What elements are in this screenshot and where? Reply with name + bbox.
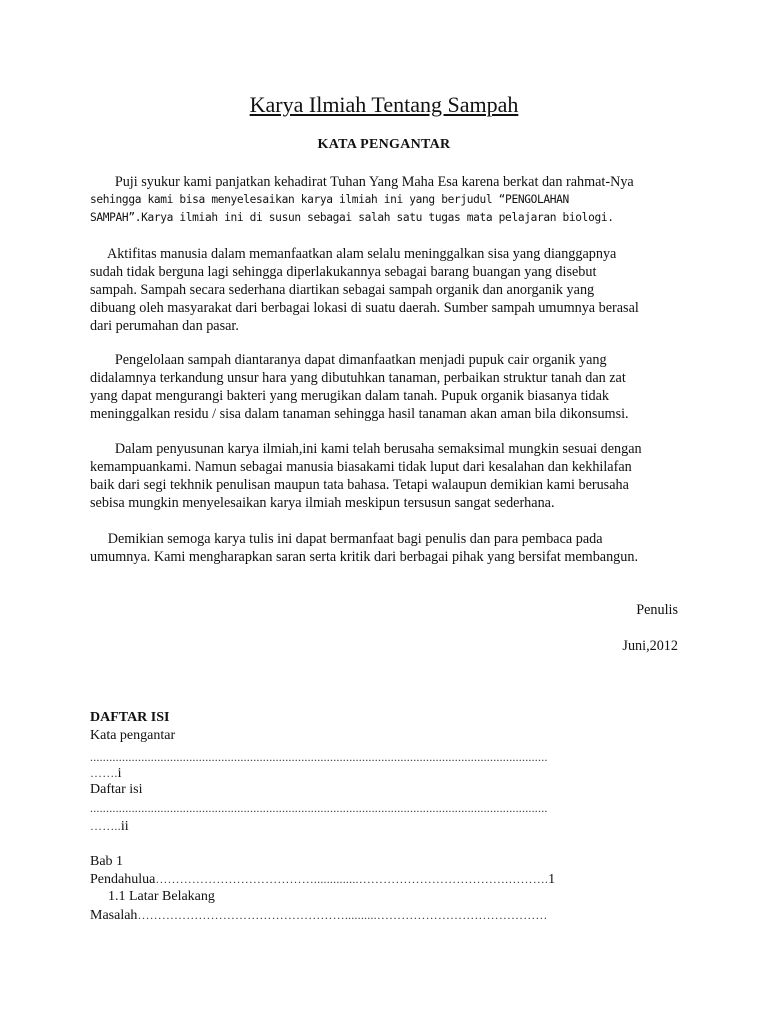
paragraph-line: sehingga kami bisa menyelesaikan karya ilmiah ini yang berjudul “PENGOLAHAN — [90, 193, 569, 206]
paragraph-2 — [90, 245, 680, 335]
signature-author: Penulis — [636, 602, 678, 618]
toc-chapter-label: Bab 1 — [90, 854, 124, 869]
toc-entry-label: Pendahulua — [90, 872, 156, 887]
paragraph-line: Demikian semoga karya tulis ini dapat bermanfaat bagi penulis dan para pembaca pada — [90, 531, 603, 547]
paragraph-line: Pengelolaan sampah diantaranya dapat dimanfaatkan menjadi pupuk cair organik yang — [90, 352, 607, 368]
paragraph-1 — [90, 173, 680, 227]
toc-leader-dots: ……………………………………………..........…………………………………… — [137, 908, 548, 922]
paragraph-line: Aktifitas manusia dalam memanfaatkan alam selalu meninggalkan sisa yang dianggapnya — [90, 246, 617, 262]
signature-date: Juni,2012 — [622, 638, 678, 654]
section-heading-kata-pengantar: KATA PENGANTAR — [317, 137, 451, 152]
document-title: Karya Ilmiah Tentang Sampah — [249, 92, 519, 117]
paragraph-line: dibuang oleh masyarakat dari berbagai lokasi di suatu daerah. Sumber sampah umumnya berasal — [90, 300, 639, 316]
paragraph-3 — [90, 351, 680, 423]
paragraph-5 — [90, 530, 680, 566]
toc-page-number: i — [117, 766, 122, 781]
paragraph-4 — [90, 440, 680, 512]
paragraph-line: Dalam penyusunan karya ilmiah,ini kami telah berusaha semaksimal mungkin sesuai dengan — [90, 441, 642, 457]
paragraph-line: meninggalkan residu / sisa dalam tanaman sehingga hasil tanaman akan aman bila dikonsumsi. — [90, 406, 629, 422]
toc-entry-pendahuluan — [90, 870, 680, 889]
toc-entry-masalah — [90, 906, 680, 925]
toc-entry-label: Masalah — [90, 908, 138, 923]
paragraph-line: dari perumahan dan pasar. — [90, 318, 239, 334]
toc-leader-dots: ............................................................................................................................................... — [90, 801, 548, 815]
paragraph-line: Puji syukur kami panjatkan kehadirat Tuhan Yang Maha Esa karena berkat dan rahmat-Nya — [90, 174, 634, 190]
paragraph-line: yang dapat mengurangi bakteri yang merugikan dalam tanah. Pupuk organik biasanya tidak — [90, 388, 610, 404]
toc-entry-page — [90, 817, 680, 836]
paragraph-line: didalamnya terkandung unsur hara yang dibutuhkan tanaman, perbaikan struktur tanah dan zat — [90, 370, 626, 386]
paragraph-line: sudah tidak berguna lagi sehingga diperlakukannya sebagai barang buangan yang disebut — [90, 264, 597, 280]
paragraph-line: sebisa mungkin menyelesaikan karya ilmiah meskipun tersusun sangat sederhana. — [90, 495, 555, 511]
toc-leader-dots: ……. — [90, 766, 118, 780]
toc-leader-dots: …………………………………..............……………………………….………. — [155, 872, 549, 886]
toc-entry-label: Daftar isi — [90, 782, 143, 797]
toc-entry-label: 1.1 Latar Belakang — [108, 889, 215, 904]
paragraph-line: sampah. Sampah secara sederhana diartikan sebagai sampah organik dan anorganik yang — [90, 282, 595, 298]
toc-entry-label: Kata pengantar — [90, 728, 176, 743]
paragraph-line: umumnya. Kami mengharapkan saran serta kritik dari berbagai pihak yang bersifat membangun. — [90, 549, 639, 565]
paragraph-line: baik dari segi tekhnik penulisan maupun tata bahasa. Tetapi walaupun demikian kami berusaha — [90, 477, 629, 493]
paragraph-line: SAMPAH”.Karya ilmiah ini di susun sebagai salah satu tugas mata pelajaran biologi. — [90, 211, 614, 224]
toc-leader-dots: …….. — [90, 819, 121, 833]
toc-leader-dots: ............................................................................................................................................... — [90, 750, 548, 764]
toc-heading: DAFTAR ISI — [90, 710, 170, 725]
toc-page-number: ii — [120, 819, 129, 834]
toc-page-number: 1 — [548, 872, 556, 887]
paragraph-line: kemampuankami. Namun sebagai manusia biasakami tidak luput dari kesalahan dan kekhilafan — [90, 459, 632, 475]
